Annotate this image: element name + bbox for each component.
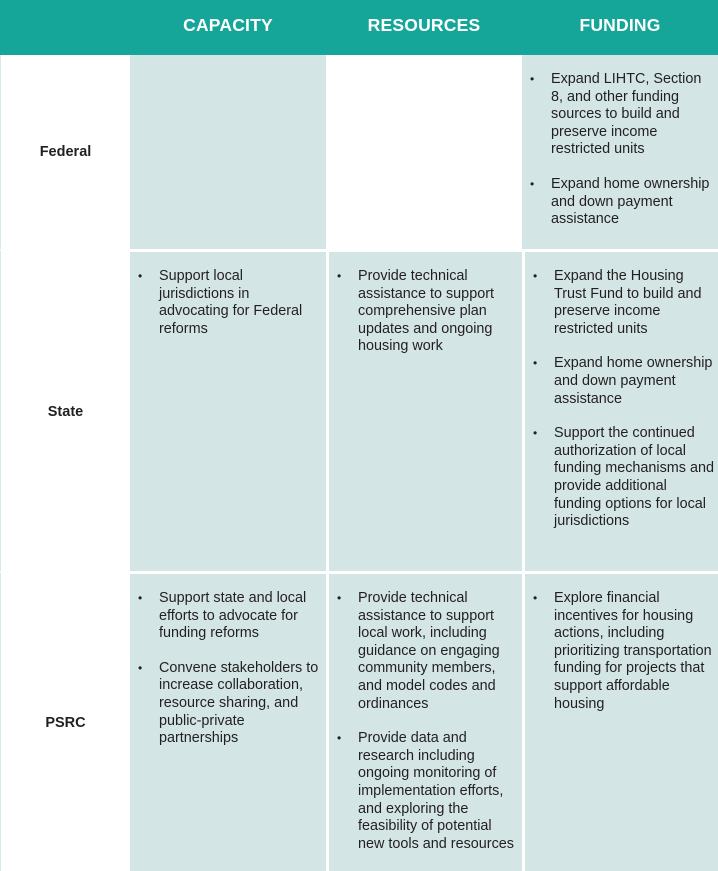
bullet-icon: • (533, 591, 538, 605)
row-label-federal: Federal (0, 55, 130, 249)
bullet-text: Support local jurisdictions in advocating for Federal reforms (159, 268, 303, 337)
bullet-icon: • (138, 660, 143, 675)
cell-federal-resources (326, 55, 522, 249)
bullet-icon: • (337, 731, 342, 746)
bullet-item (337, 730, 518, 853)
row-label-state: State (0, 249, 130, 571)
bullet-icon: • (138, 591, 143, 605)
bullet-item (337, 590, 518, 713)
cell-federal-capacity (130, 55, 326, 249)
bullet-text: Expand home ownership and down payment assistance (551, 175, 710, 228)
cell-federal-funding (522, 55, 718, 249)
cell-state-resources (326, 249, 522, 571)
bullet-text: Explore financial incentives for housing actions, including prioritizing transportation funding for projects that support affordable housing (554, 590, 712, 712)
header-corner (0, 0, 130, 55)
cell-psrc-capacity (130, 571, 326, 871)
bullet-icon: • (530, 176, 535, 191)
bullet-icon: • (533, 356, 538, 371)
bullet-icon: • (138, 269, 143, 283)
bullet-item (530, 176, 714, 229)
header-capacity: CAPACITY (130, 0, 326, 55)
bullet-text: Expand LIHTC, Section 8, and other funding sources to build and preserve income restricted units (551, 71, 702, 158)
bullet-icon: • (337, 591, 342, 605)
bullet-item (138, 268, 322, 338)
bullet-text: Support state and local efforts to advocate for funding reforms (159, 590, 307, 642)
bullet-icon: • (533, 426, 538, 441)
bullet-item (533, 355, 714, 408)
row-label-psrc: PSRC (0, 571, 130, 871)
header-funding: FUNDING (522, 0, 718, 55)
bullet-item (533, 425, 714, 531)
cell-state-funding (522, 249, 718, 571)
header-resources: RESOURCES (326, 0, 522, 55)
bullet-item (138, 660, 322, 748)
cell-psrc-funding (522, 571, 718, 871)
bullet-item (533, 268, 714, 338)
bullet-item (533, 590, 714, 713)
bullet-text: Provide technical assistance to support local work, including guidance on engaging community members, and model codes and ordinances (358, 590, 500, 712)
bullet-text: Provide technical assistance to support comprehensive plan updates and ongoing housing work (358, 268, 494, 355)
bullet-icon: • (337, 269, 342, 283)
bullet-item (138, 590, 322, 643)
bullet-text: Expand home ownership and down payment assistance (554, 355, 713, 407)
bullet-text: Convene stakeholders to increase collaboration, resource sharing, and public-private partnerships (159, 659, 319, 747)
bullet-icon: • (530, 72, 535, 86)
bullet-icon: • (533, 269, 538, 283)
bullet-item (530, 71, 714, 159)
bullet-item (337, 268, 518, 356)
bullet-text: Expand the Housing Trust Fund to build and preserve income restricted units (554, 268, 702, 337)
cell-state-capacity (130, 249, 326, 571)
cell-psrc-resources (326, 571, 522, 871)
bullet-text: Provide data and research including ongoing monitoring of implementation efforts, and exploring the feasibility of potential new tools and resources (358, 730, 514, 852)
bullet-text: Support the continued authorization of local funding mechanisms and provide additional funding options for local jurisdictions (554, 425, 714, 530)
